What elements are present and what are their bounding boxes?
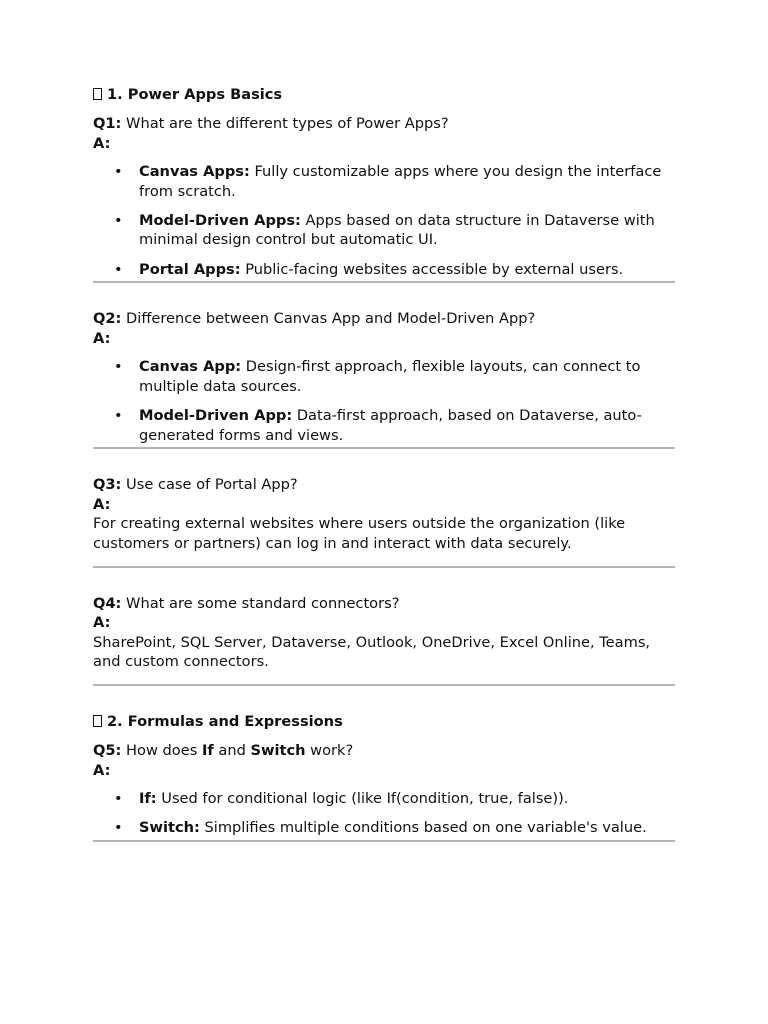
list-item [93, 818, 675, 838]
question-q1 [93, 114, 675, 279]
bullet-icon: • [114, 790, 123, 808]
question-line [93, 741, 675, 761]
answer-list [93, 357, 675, 445]
bullet-icon: • [114, 358, 123, 376]
divider [93, 566, 675, 568]
answer-label-line [93, 134, 675, 154]
bullet-icon: • [114, 260, 123, 278]
list-item-term: Switch: [139, 819, 200, 837]
question-text: work? [310, 741, 354, 759]
question-line [93, 594, 675, 614]
bullet-icon: • [114, 211, 123, 229]
list-item [93, 162, 675, 201]
document-icon [93, 715, 102, 727]
answer-text: For creating external websites where users outside the organization (like customers or partners) can log in and interact with data securely. [93, 515, 626, 552]
question-text: Difference between Canvas App and Model-Driven App? [126, 310, 536, 328]
list-item-text: Simplifies multiple conditions based on one variable's value. [204, 819, 647, 837]
divider [93, 840, 675, 842]
list-item-text: Apps based on data structure in Dataverse with minimal design control but automatic UI. [139, 211, 655, 249]
question-q5 [93, 741, 675, 838]
list-item-term: Canvas App: [139, 358, 242, 376]
answer-label-line [93, 495, 675, 515]
document-page [93, 85, 675, 842]
answer-label: A: [93, 761, 111, 779]
question-line [93, 475, 675, 495]
answer-label: A: [93, 134, 111, 152]
section-heading-text: 1. Power Apps Basics [107, 86, 283, 103]
list-item-term: Canvas Apps: [139, 163, 250, 181]
list-item [93, 406, 675, 445]
section-heading-text: 2. Formulas and Expressions [107, 712, 343, 730]
list-item-text: Public-facing websites accessible by external users. [245, 260, 624, 278]
section-heading-formulas [93, 712, 675, 732]
answer-label-line [93, 613, 675, 633]
question-term-if: If [201, 741, 214, 759]
divider [93, 447, 675, 449]
answer-label: A: [93, 329, 111, 347]
question-text: What are the different types of Power Apps? [126, 115, 449, 132]
question-q4 [93, 594, 675, 672]
list-item [93, 789, 675, 809]
divider [93, 684, 675, 686]
list-item [93, 357, 675, 396]
question-q2 [93, 309, 675, 445]
question-text: and [218, 741, 246, 759]
question-line [93, 309, 675, 329]
question-text: Use case of Portal App? [126, 476, 298, 494]
question-label: Q3: [93, 476, 122, 494]
question-label: Q2: [93, 310, 122, 328]
list-item-text: Fully customizable apps where you design the interface from scratch. [139, 163, 662, 200]
list-item [93, 260, 675, 280]
list-item-term: Model-Driven Apps: [139, 211, 301, 229]
question-text: What are some standard connectors? [126, 594, 400, 612]
bullet-icon: • [114, 819, 123, 837]
list-item-text: Used for conditional logic (like If(condition, true, false)). [161, 790, 569, 808]
answer-label-line [93, 761, 675, 781]
answer-list [93, 789, 675, 838]
document-icon [93, 88, 102, 100]
list-item [93, 211, 675, 250]
bullet-icon: • [114, 407, 123, 425]
answer-list [93, 162, 675, 279]
answer-label: A: [93, 614, 111, 632]
list-item-text: Data-first approach, based on Dataverse, auto-generated forms and views. [139, 407, 642, 444]
question-label: Q1: [93, 115, 122, 132]
answer-label: A: [93, 495, 111, 513]
question-q3 [93, 475, 675, 553]
list-item-term: If: [139, 790, 157, 808]
answer-text: SharePoint, SQL Server, Dataverse, Outlook, OneDrive, Excel Online, Teams, and custom connectors. [93, 633, 651, 671]
question-label: Q5: [93, 741, 122, 759]
question-text: How does [126, 741, 198, 759]
divider [93, 281, 675, 283]
question-label: Q4: [93, 594, 122, 612]
question-line [93, 114, 675, 134]
answer-label-line [93, 329, 675, 349]
question-term-switch: Switch [250, 741, 306, 759]
list-item-text: Design-first approach, flexible layouts, can connect to multiple data sources. [139, 358, 641, 395]
section-heading-power-apps-basics [93, 85, 675, 105]
bullet-icon: • [114, 163, 123, 181]
list-item-term: Portal Apps: [139, 260, 241, 278]
list-item-term: Model-Driven App: [139, 407, 293, 425]
